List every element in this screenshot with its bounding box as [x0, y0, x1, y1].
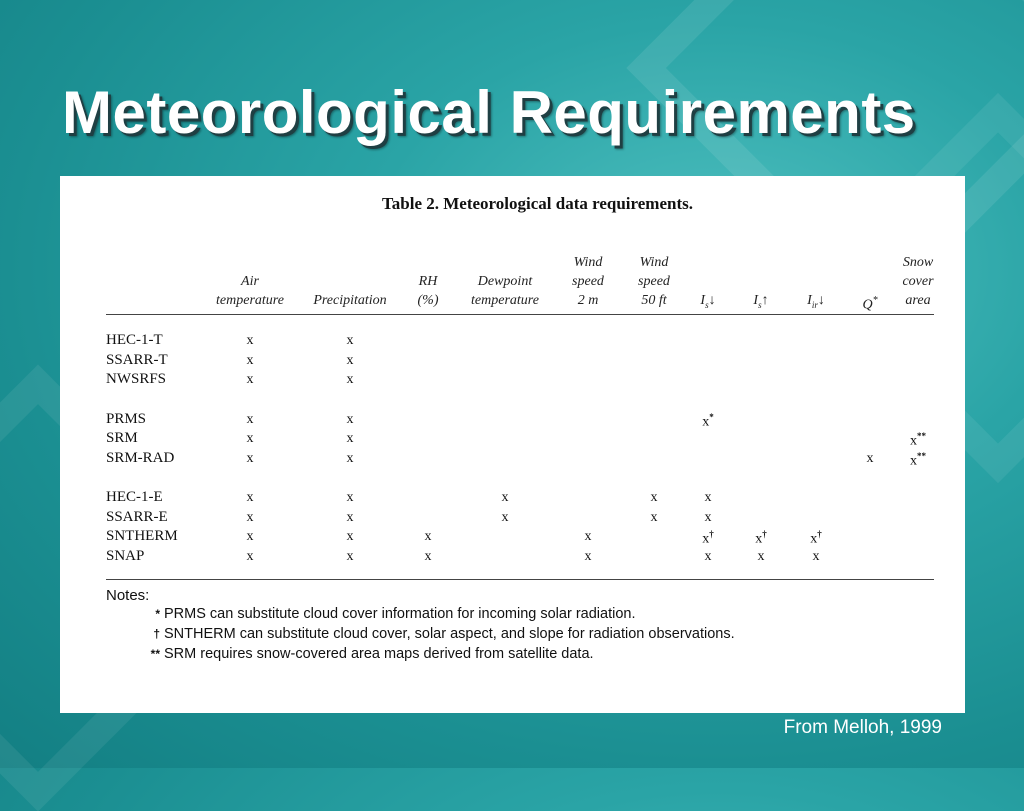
column-header: Wind speed 50 ft	[638, 255, 670, 308]
requirement-mark: x	[501, 490, 509, 505]
note-symbol: †	[153, 627, 160, 641]
requirement-mark: x	[704, 548, 712, 564]
requirement-mark: x	[246, 431, 254, 446]
requirement-mark: x†	[702, 529, 714, 547]
column-header: $I_s↑$	[753, 293, 769, 310]
requirement-mark: x	[246, 450, 254, 466]
requirement-mark: x**	[910, 431, 926, 449]
requirement-mark: x	[246, 490, 254, 505]
requirement-mark: x	[584, 529, 592, 544]
table-note	[132, 646, 594, 662]
requirement-mark: x	[346, 548, 354, 564]
model-name: SRM	[106, 430, 138, 446]
requirement-mark: x	[246, 548, 254, 564]
model-name: NWSRFS	[106, 371, 167, 387]
column-header: Wind speed 2 m	[572, 255, 604, 308]
requirement-mark: x	[246, 333, 254, 348]
requirement-mark: x	[704, 490, 712, 505]
requirement-mark: x	[246, 411, 254, 427]
requirement-mark: x	[704, 509, 712, 525]
requirement-mark: x	[812, 548, 820, 564]
table-note	[146, 626, 735, 642]
requirement-mark: x	[346, 411, 354, 427]
column-header: Snow cover area	[902, 255, 934, 308]
table-rule	[106, 314, 934, 315]
model-name: SNTHERM	[106, 528, 178, 544]
note-text: SRM requires snow-covered area maps derived from satellite data.	[164, 646, 594, 662]
requirement-mark: x	[757, 548, 765, 564]
note-text: SNTHERM can substitute cloud cover, solar aspect, and slope for radiation observations.	[164, 626, 735, 642]
requirement-mark: x	[346, 509, 354, 525]
requirement-mark: x*	[702, 411, 714, 430]
requirement-mark: x	[584, 548, 592, 564]
column-header: $I_s↓$	[700, 293, 716, 310]
column-header: Dewpoint temperature	[471, 274, 539, 308]
column-header: Precipitation	[313, 293, 387, 308]
requirement-mark: x**	[910, 450, 926, 469]
table-note	[146, 606, 635, 622]
requirement-mark: x	[346, 490, 354, 505]
note-text: PRMS can substitute cloud cover information for incoming solar radiation.	[164, 606, 636, 622]
model-name: PRMS	[106, 410, 147, 427]
table-caption: Table 2. Meteorological data requirements.	[381, 194, 693, 213]
requirement-mark: x†	[810, 529, 822, 547]
column-header: RH (%)	[417, 274, 439, 308]
requirement-mark: x	[650, 490, 658, 505]
requirement-mark: x†	[755, 529, 767, 547]
requirement-mark: x	[246, 352, 254, 368]
requirement-mark: x	[346, 431, 354, 446]
requirement-mark: x	[424, 529, 432, 544]
model-name: SSARR-E	[106, 508, 168, 525]
column-header: $I_{ir}↓$	[807, 293, 825, 310]
model-name: SSARR-T	[106, 351, 168, 368]
requirement-mark: x	[346, 529, 354, 544]
column-header: Air temperature	[216, 274, 284, 308]
requirement-mark: x	[424, 548, 432, 564]
model-name: HEC-1-E	[106, 489, 163, 505]
notes-label: Notes:	[106, 587, 150, 604]
source-credit: From Melloh, 1999	[783, 717, 942, 738]
model-name: SNAP	[106, 547, 145, 564]
requirement-mark: x	[246, 529, 254, 544]
table-image-panel	[60, 176, 965, 713]
requirement-mark: x	[346, 450, 354, 466]
note-symbol: *	[155, 607, 160, 621]
requirement-mark: x	[650, 509, 658, 525]
requirement-mark: x	[346, 333, 354, 348]
requirement-mark: x	[246, 372, 254, 387]
requirement-mark: x	[501, 509, 509, 525]
slide-title: Meteorological Requirements	[62, 79, 916, 146]
column-header: Q*	[862, 295, 878, 313]
requirement-mark: x	[246, 509, 254, 525]
requirement-mark: x	[866, 450, 874, 466]
model-name: HEC-1-T	[106, 332, 163, 348]
note-symbol: **	[150, 647, 160, 661]
requirement-mark: x	[346, 352, 354, 368]
requirement-mark: x	[346, 372, 354, 387]
table-rule	[106, 579, 934, 580]
model-name: SRM-RAD	[106, 449, 175, 466]
